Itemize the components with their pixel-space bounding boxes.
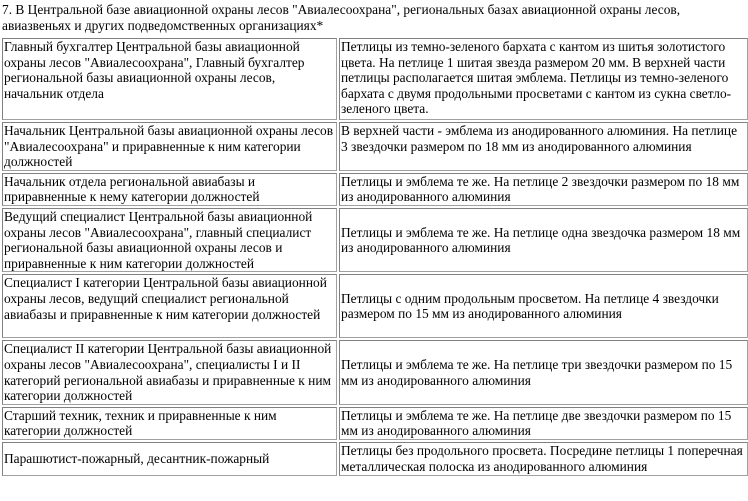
insignia-cell: Петлицы и эмблема те же. На петлице 2 звездочки размером по 18 мм из анодированного алюминия [339, 173, 748, 206]
position-cell: Специалист II категории Центральной базы авиационной охраны лесов "Авиалесоохрана", специалисты I и II категорий региональной авиабазы и приравненные к ним категории должностей [2, 340, 337, 404]
table-row [2, 173, 748, 206]
position-cell: Начальник Центральной базы авиационной охраны лесов "Авиалесоохрана" и приравненные к ним категории должностей [2, 122, 337, 171]
section-heading: 7. В Центральной базе авиационной охраны лесов "Авиалесоохрана", региональных базах авиационной охраны лесов, авиазвеньях и других подведомственных организациях* [2, 2, 681, 33]
table-row [2, 208, 748, 272]
position-cell: Главный бухгалтер Центральной базы авиационной охраны лесов "Авиалесоохрана", Главный бухгалтер региональной базы авиационной охраны лесов, начальник отдела [2, 38, 337, 120]
position-cell: Начальник отдела региональной авиабазы и приравненные к нему категории должностей [2, 173, 337, 206]
insignia-cell: Петлицы и эмблема те же. На петлице одна звездочка размером 18 мм из анодированного алюминия [339, 208, 748, 272]
table-row [2, 442, 748, 476]
insignia-cell: Петлицы без продольного просвета. Посредине петлицы 1 поперечная металлическая полоска из анодированного алюминия [339, 442, 748, 476]
position-cell: Специалист I категории Центральной базы авиационной охраны лесов, ведущий специалист региональной авиабазы и приравненные к ним категории должностей [2, 274, 337, 338]
insignia-cell: В верхней части - эмблема из анодированного алюминия. На петлице 3 звездочки размером по 18 мм из анодированного алюминия [339, 122, 748, 171]
insignia-table [0, 36, 748, 478]
position-cell: Ведущий специалист Центральной базы авиационной охраны лесов "Авиалесоохрана", главный специалист региональной базы авиационной охраны лесов и приравненные к ним категории должностей [2, 208, 337, 272]
table-row [2, 274, 748, 338]
table-row [2, 340, 748, 404]
insignia-cell: Петлицы с одним продольным просветом. На петлице 4 звездочки размером по 15 мм из анодированного алюминия [339, 274, 748, 338]
table-row [2, 38, 748, 120]
table-row [2, 407, 748, 440]
table-row [2, 122, 748, 171]
insignia-cell: Петлицы и эмблема те же. На петлице две звездочки размером по 15 мм из анодированного алюминия [339, 407, 748, 440]
insignia-cell: Петлицы и эмблема те же. На петлице три звездочки размером по 15 мм из анодированного алюминия [339, 340, 748, 404]
position-cell: Парашютист-пожарный, десантник-пожарный [2, 442, 337, 476]
insignia-cell: Петлицы из темно-зеленого бархата с кантом из шитья золотистого цвета. На петлице 1 шитая звезда размером 20 мм. В верхней части петлицы располагается шитая эмблема. Петлицы из темно-зеленого бархата с двумя продольными просветами с кантом из сукна светло-зеленого цвета. [339, 38, 748, 120]
position-cell: Старший техник, техник и приравненные к ним категории должностей [2, 407, 337, 440]
